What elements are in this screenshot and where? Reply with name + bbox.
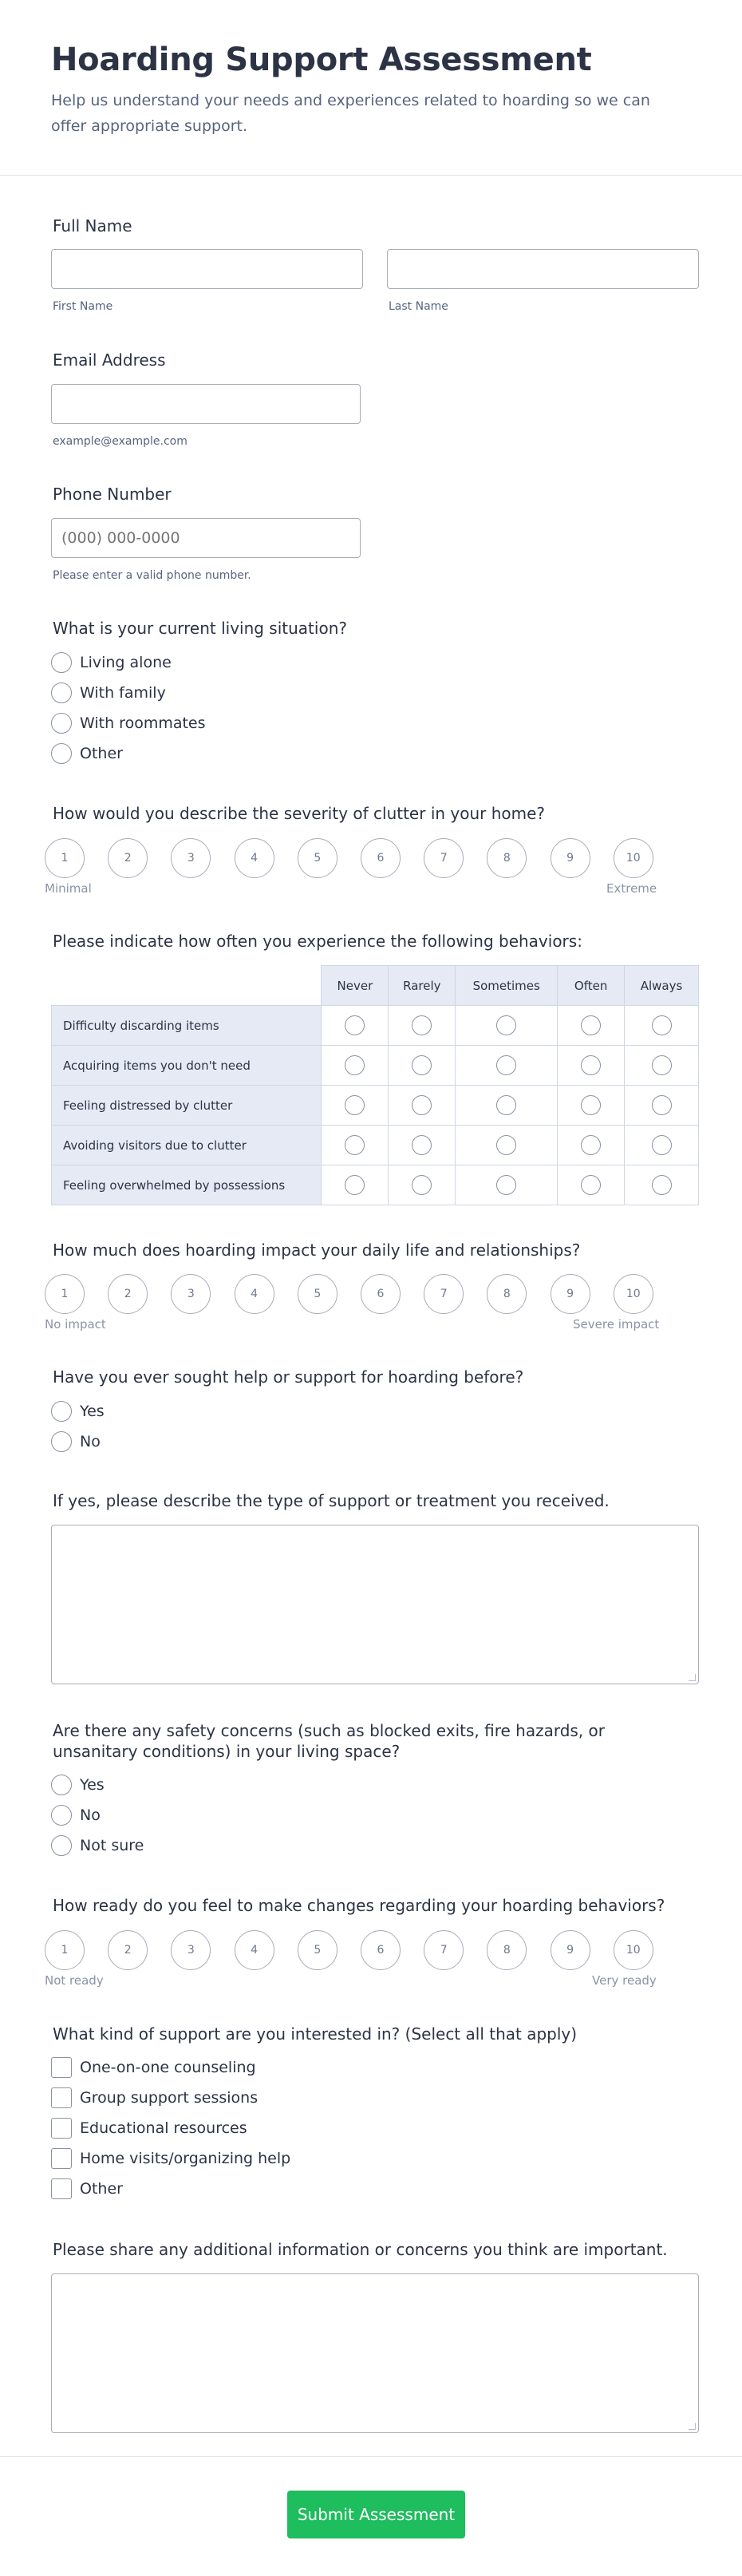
clutter-scale-option[interactable]: 5 <box>298 838 337 878</box>
additional-info-textarea[interactable] <box>51 2273 699 2433</box>
matrix-cell[interactable] <box>322 1086 389 1126</box>
matrix-cell[interactable] <box>322 1165 389 1205</box>
matrix-radio[interactable] <box>581 1055 601 1075</box>
checkbox[interactable] <box>51 2118 72 2139</box>
matrix-radio[interactable] <box>345 1135 365 1155</box>
matrix-row <box>52 1165 699 1205</box>
living-option[interactable] <box>51 743 123 764</box>
radio-circle[interactable] <box>51 1401 72 1422</box>
impact-scale-option[interactable]: 5 <box>298 1274 337 1314</box>
option-label: One-on-one counseling <box>80 2059 256 2076</box>
matrix-cell[interactable] <box>625 1126 699 1165</box>
matrix-cell[interactable] <box>389 1006 456 1046</box>
matrix-cell[interactable] <box>558 1126 625 1165</box>
matrix-radio[interactable] <box>581 1015 601 1035</box>
matrix-cell[interactable] <box>322 1006 389 1046</box>
matrix-row-label: Feeling distressed by clutter <box>52 1086 322 1126</box>
matrix-radio[interactable] <box>412 1095 432 1115</box>
matrix-cell[interactable] <box>322 1046 389 1086</box>
readiness-scale-option[interactable]: 4 <box>235 1930 274 1970</box>
option-label: Group support sessions <box>80 2089 259 2107</box>
matrix-column-header: Sometimes <box>456 966 558 1006</box>
last-name-input[interactable] <box>387 249 699 289</box>
matrix-radio[interactable] <box>345 1175 365 1195</box>
safety-option[interactable] <box>51 1805 101 1826</box>
readiness-scale-option[interactable]: 5 <box>298 1930 337 1970</box>
matrix-radio[interactable] <box>412 1015 432 1035</box>
support-kind-option[interactable] <box>51 2178 123 2199</box>
matrix-radio[interactable] <box>652 1095 672 1115</box>
clutter-scale-option[interactable]: 2 <box>108 838 148 878</box>
matrix-cell[interactable] <box>558 1086 625 1126</box>
radio-circle[interactable] <box>51 1805 72 1826</box>
matrix-row-label: Acquiring items you don't need <box>52 1046 322 1086</box>
matrix-row <box>52 1126 699 1165</box>
radio-circle[interactable] <box>51 743 72 764</box>
matrix-cell[interactable] <box>625 1165 699 1205</box>
resize-grip-icon[interactable] <box>689 2423 696 2430</box>
matrix-radio[interactable] <box>345 1095 365 1115</box>
matrix-radio[interactable] <box>345 1015 365 1035</box>
support-description-textarea[interactable] <box>51 1525 699 1684</box>
matrix-radio[interactable] <box>652 1015 672 1035</box>
matrix-cell[interactable] <box>389 1165 456 1205</box>
impact-scale-option[interactable]: 10 <box>614 1274 653 1314</box>
readiness-label: How ready do you feel to make changes regarding your hoarding behaviors? <box>53 1896 665 1915</box>
clutter-max-label: Extreme <box>606 881 657 896</box>
sought-help-option[interactable] <box>51 1401 105 1422</box>
clutter-scale-option[interactable]: 9 <box>551 838 590 878</box>
matrix-radio[interactable] <box>652 1135 672 1155</box>
option-label: Yes <box>80 1776 105 1794</box>
impact-scale-option[interactable]: 3 <box>171 1274 211 1314</box>
resize-grip-icon[interactable] <box>689 1674 696 1681</box>
safety-option[interactable] <box>51 1835 144 1856</box>
living-option[interactable] <box>51 683 166 703</box>
living-situation-label: What is your current living situation? <box>53 619 347 638</box>
readiness-scale-option[interactable]: 9 <box>551 1930 590 1970</box>
matrix-cell[interactable] <box>456 1126 558 1165</box>
radio-circle[interactable] <box>51 1835 72 1856</box>
phone-sublabel: Please enter a valid phone number. <box>53 569 251 582</box>
safety-concerns-label: Are there any safety concerns (such as blocked exits, fire hazards, or unsanitary conditions) in your living space? <box>53 1721 605 1761</box>
matrix-cell[interactable] <box>625 1006 699 1046</box>
impact-scale-option[interactable]: 2 <box>108 1274 148 1314</box>
safety-option[interactable] <box>51 1775 105 1795</box>
readiness-scale-option[interactable]: 2 <box>108 1930 148 1970</box>
matrix-row-label: Feeling overwhelmed by possessions <box>52 1165 322 1205</box>
radio-circle[interactable] <box>51 1431 72 1452</box>
option-label: Living alone <box>80 654 172 671</box>
matrix-row <box>52 1046 699 1086</box>
living-option[interactable] <box>51 652 172 673</box>
readiness-scale-option[interactable]: 7 <box>424 1930 464 1970</box>
impact-scale-option[interactable]: 4 <box>235 1274 274 1314</box>
option-label: No <box>80 1433 101 1450</box>
readiness-scale-option[interactable]: 3 <box>171 1930 211 1970</box>
option-label: Other <box>80 745 123 762</box>
support-kind-option[interactable] <box>51 2057 256 2078</box>
option-label: Home visits/organizing help <box>80 2150 291 2167</box>
matrix-radio[interactable] <box>652 1055 672 1075</box>
matrix-cell[interactable] <box>322 1126 389 1165</box>
matrix-radio[interactable] <box>496 1095 516 1115</box>
matrix-radio[interactable] <box>412 1055 432 1075</box>
radio-circle[interactable] <box>51 1775 72 1795</box>
readiness-min-label: Not ready <box>45 1973 104 1988</box>
matrix-row <box>52 1086 699 1126</box>
readiness-scale-option[interactable]: 8 <box>487 1930 527 1970</box>
sought-help-label: Have you ever sought help or support for hoarding before? <box>53 1367 524 1387</box>
matrix-corner <box>52 966 322 1006</box>
clutter-scale-option[interactable]: 7 <box>424 838 464 878</box>
matrix-cell[interactable] <box>389 1126 456 1165</box>
option-label: With family <box>80 684 166 702</box>
radio-circle[interactable] <box>51 652 72 673</box>
support-kind-label: What kind of support are you interested in? (Select all that apply) <box>53 2024 578 2044</box>
matrix-radio[interactable] <box>345 1055 365 1075</box>
first-name-input[interactable] <box>51 249 363 289</box>
option-label: Educational resources <box>80 2119 247 2137</box>
matrix-cell[interactable] <box>558 1165 625 1205</box>
page-description: Help us understand your needs and experiences related to hoarding so we can offer appropriate support. <box>51 92 650 135</box>
matrix-radio[interactable] <box>652 1175 672 1195</box>
option-label: Not sure <box>80 1837 144 1854</box>
matrix-radio[interactable] <box>412 1135 432 1155</box>
impact-scale-option[interactable]: 1 <box>45 1274 85 1314</box>
form-header <box>0 0 742 176</box>
matrix-cell[interactable] <box>456 1006 558 1046</box>
first-name-sublabel: First Name <box>53 300 113 313</box>
radio-circle[interactable] <box>51 683 72 703</box>
readiness-scale-option[interactable]: 1 <box>45 1930 85 1970</box>
clutter-scale-option[interactable]: 10 <box>614 838 653 878</box>
matrix-column-header: Always <box>625 966 699 1006</box>
clutter-scale-option[interactable]: 4 <box>235 838 274 878</box>
matrix-radio[interactable] <box>496 1135 516 1155</box>
readiness-max-label: Very ready <box>592 1973 657 1988</box>
matrix-radio[interactable] <box>581 1175 601 1195</box>
checkbox[interactable] <box>51 2178 72 2199</box>
clutter-scale-option[interactable]: 1 <box>45 838 85 878</box>
readiness-scale-option[interactable]: 6 <box>361 1930 401 1970</box>
matrix-radio[interactable] <box>581 1095 601 1115</box>
option-label: With roommates <box>80 714 206 732</box>
matrix-cell[interactable] <box>625 1046 699 1086</box>
page-title: Hoarding Support Assessment <box>51 42 592 78</box>
clutter-scale-option[interactable]: 8 <box>487 838 527 878</box>
matrix-cell[interactable] <box>558 1006 625 1046</box>
phone-input[interactable] <box>51 518 361 558</box>
impact-scale-option[interactable]: 6 <box>361 1274 401 1314</box>
matrix-row-label: Avoiding visitors due to clutter <box>52 1126 322 1165</box>
matrix-column-header: Often <box>558 966 625 1006</box>
impact-scale-option[interactable]: 7 <box>424 1274 464 1314</box>
support-kind-option[interactable] <box>51 2118 247 2139</box>
matrix-row-label: Difficulty discarding items <box>52 1006 322 1046</box>
matrix-radio[interactable] <box>581 1135 601 1155</box>
readiness-scale-option[interactable]: 10 <box>614 1930 653 1970</box>
impact-scale-option[interactable]: 8 <box>487 1274 527 1314</box>
impact-scale-option[interactable]: 9 <box>551 1274 590 1314</box>
email-sublabel: example@example.com <box>53 435 187 448</box>
matrix-cell[interactable] <box>625 1086 699 1126</box>
matrix-column-header: Never <box>322 966 389 1006</box>
clutter-scale-option[interactable]: 6 <box>361 838 401 878</box>
support-kind-option[interactable] <box>51 2148 290 2169</box>
submit-button[interactable]: Submit Assessment <box>287 2491 465 2538</box>
matrix-column-header: Rarely <box>389 966 456 1006</box>
support-description-label: If yes, please describe the type of support or treatment you received. <box>53 1491 610 1510</box>
checkbox[interactable] <box>51 2057 72 2078</box>
clutter-scale-option[interactable]: 3 <box>171 838 211 878</box>
email-input[interactable] <box>51 384 361 424</box>
impact-max-label: Severe impact <box>573 1317 660 1332</box>
option-label: Yes <box>80 1403 105 1420</box>
matrix-radio[interactable] <box>496 1015 516 1035</box>
email-label: Email Address <box>53 350 166 370</box>
living-option[interactable] <box>51 713 206 734</box>
radio-circle[interactable] <box>51 713 72 734</box>
matrix-row <box>52 1006 699 1046</box>
impact-min-label: No impact <box>45 1317 106 1332</box>
matrix-radio[interactable] <box>496 1175 516 1195</box>
checkbox[interactable] <box>51 2087 72 2108</box>
checkbox[interactable] <box>51 2148 72 2169</box>
behaviors-label: Please indicate how often you experience the following behaviors: <box>53 932 582 951</box>
support-kind-option[interactable] <box>51 2087 258 2108</box>
last-name-sublabel: Last Name <box>389 300 448 313</box>
matrix-cell[interactable] <box>456 1165 558 1205</box>
clutter-min-label: Minimal <box>45 881 92 896</box>
full-name-label: Full Name <box>53 216 132 235</box>
option-label: No <box>80 1806 101 1824</box>
impact-label: How much does hoarding impact your daily life and relationships? <box>53 1241 581 1260</box>
matrix-cell[interactable] <box>456 1086 558 1126</box>
phone-label: Phone Number <box>53 485 172 504</box>
additional-info-label: Please share any additional information or concerns you think are important. <box>53 2240 668 2259</box>
matrix-cell[interactable] <box>558 1046 625 1086</box>
matrix-cell[interactable] <box>456 1046 558 1086</box>
matrix-cell[interactable] <box>389 1046 456 1086</box>
sought-help-option[interactable] <box>51 1431 101 1452</box>
clutter-severity-label: How would you describe the severity of clutter in your home? <box>53 804 546 823</box>
matrix-radio[interactable] <box>412 1175 432 1195</box>
option-label: Other <box>80 2180 123 2198</box>
matrix-radio[interactable] <box>496 1055 516 1075</box>
matrix-cell[interactable] <box>389 1086 456 1126</box>
behaviors-matrix <box>51 965 699 1205</box>
